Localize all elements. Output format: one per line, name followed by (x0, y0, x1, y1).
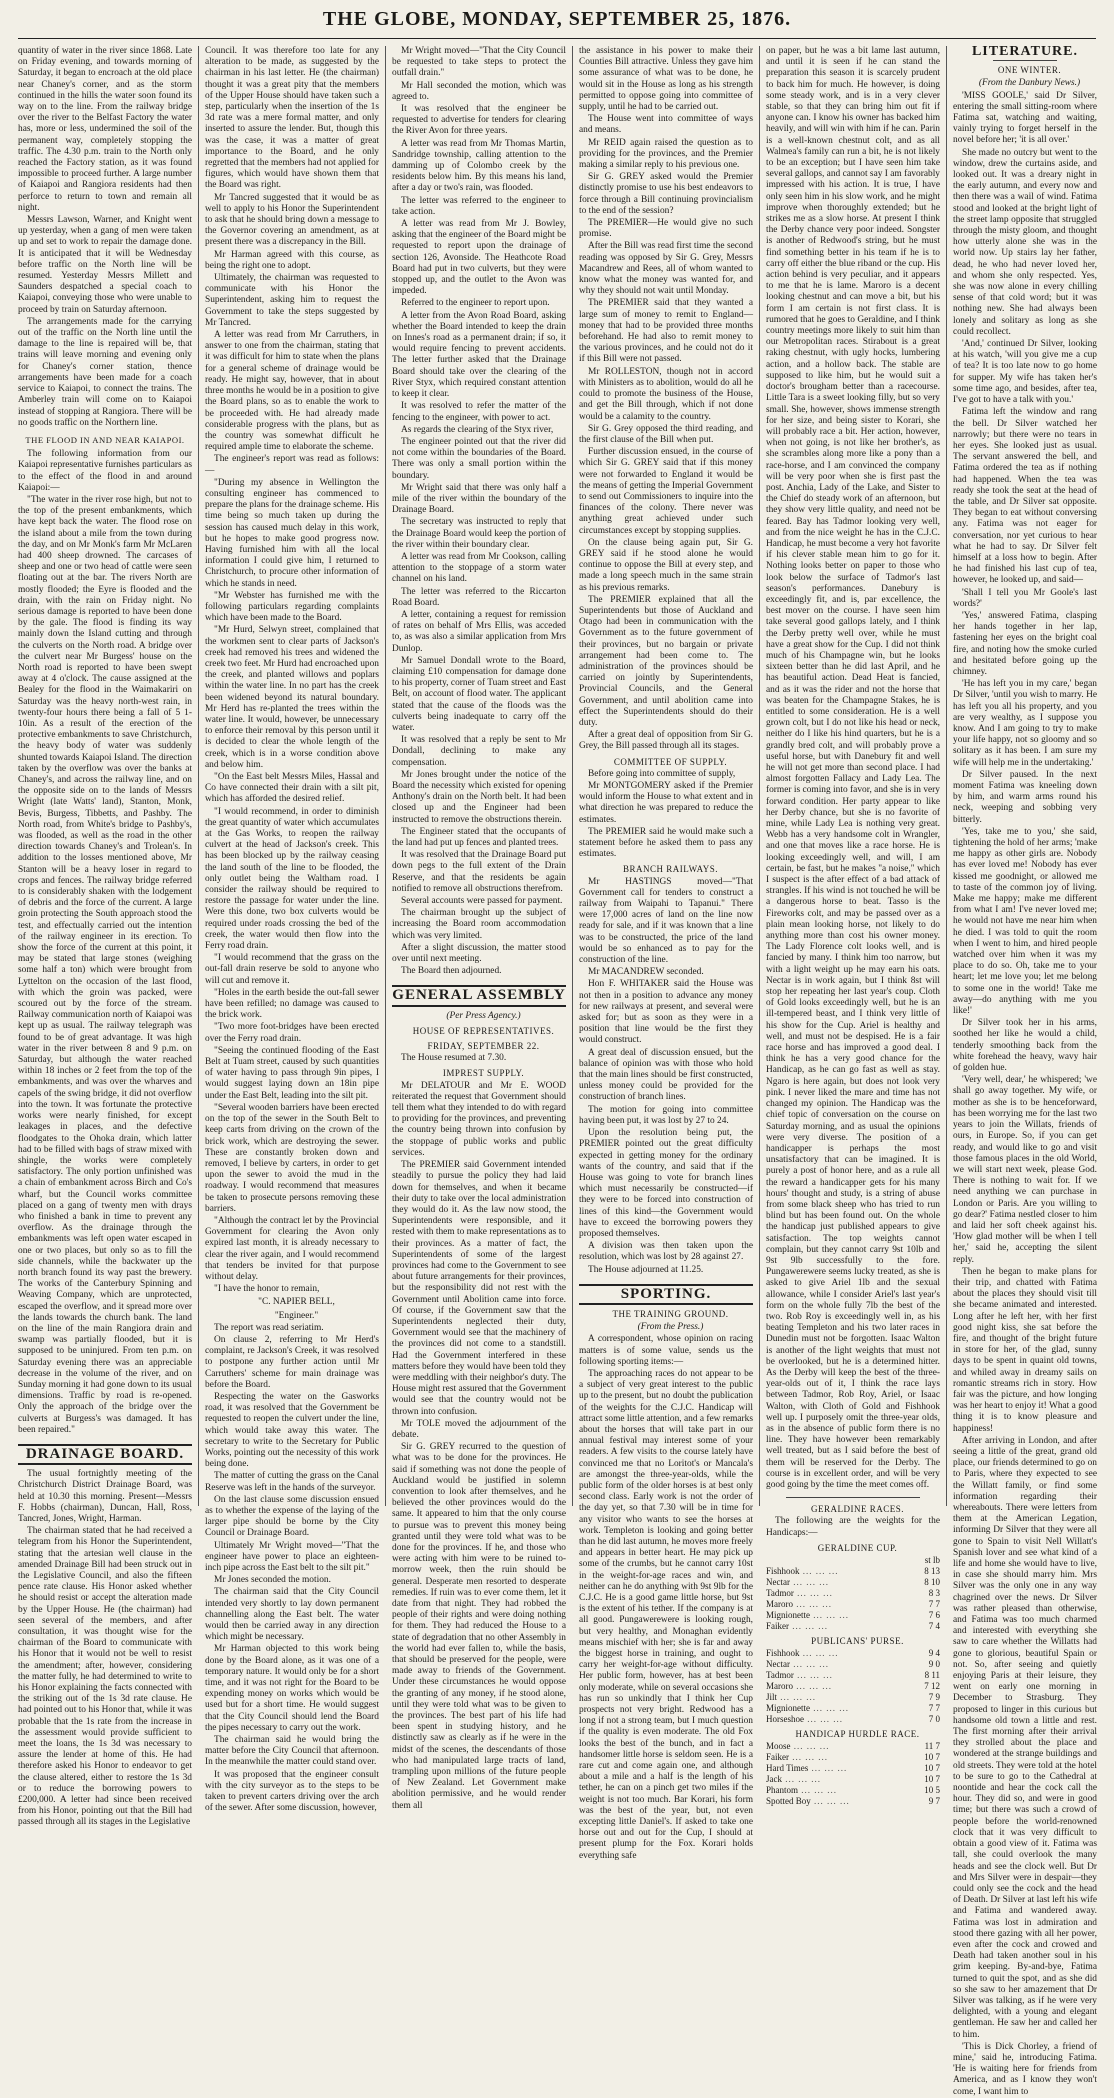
paragraph: The letter was referred to the Riccarton Road Board. (392, 586, 566, 608)
divider (993, 60, 1057, 61)
paragraph: Mr MACANDREW seconded. (588, 967, 704, 978)
horse-name: Mignionette ... ... ... (766, 1610, 849, 1621)
table-row (766, 1741, 940, 1752)
paragraph: After arriving in London, and after seeing a little of the great, grand old place, our friends determined to go on to Paris, where they expected to see the Willatt family, or find some information regarding their whereabouts. There were letters from them at the American Legation, informing Dr Silver that they were all gone to Spain to visit Nell Willatt's Spanish lover and see what kind of a life and home she would have to live, in case she should marry him. Mrs Silver was the only one in any way chagrined over the news. Dr Silver was rather pleased than otherwise, and Fatima was too much charmed and interested with everything she saw to care whether the Willatts had gone to glorious, beautiful Spain or not. So, after seeing and quietly enjoying Paris at their leisure, they went on early one morning in December to Strasburg. They proposed to linger in this curious but handsome old town a little and rest. The first morning after their arrival they strolled about the place and wondered at the strange buildings and old streets. They were told at the hotel to be sure to go to the Cathedral at noontide and hear the cock call the hour. They did so, and were in good time; but there was such a crowd of people before the world-renowned clock that it was very difficult to obtain a good view of it. Fatima was tall, she could overlook the many heads and see the clock well. But Dr and Mrs Silver were in despair—they could only see the cock and the head of Death. Dr Silver at last left his wife and Fatima and wandered away. Fatima was lost in admiration and stood there gazing with all her power, even after the cock and crowed and Death had taken another soul in his grim keeping. By-and-bye, Fatima turned to quit the spot, and as she did so she saw to her amazement that Dr Silver was talking, as if he were very delighted, with a young and elegant gentleman. He saw her and called her to him. (953, 1435, 1097, 2040)
paragraph: "On the East belt Messrs Miles, Hassal and Co have connected their drain with a silt pit, which has afforded the desired relief. (205, 772, 379, 805)
paragraph: The usual fortnightly meeting of the Christchurch District Drainage Board, was held at 10.30 this morning. Present—Messrs F. Hobbs (chairman), Duncan, Hall, Ross, Tancred, Jones, Wright, Harman. (18, 1469, 192, 1524)
paragraph: It was resolved that the Drainage Board put down pegs to the full extent of the Drain Reserve, and that the residents be again notified to remove all obstructions therefrom. (392, 850, 566, 894)
units-label: st lb (924, 1555, 940, 1566)
column-rule (946, 46, 947, 1506)
paragraph: The PREMIER said that they wanted a large sum of money to remit to England—money that had to be provided three months beforehand. He had also to remit money to the various provinces, and he could not do it if this Bill were not passed. (579, 298, 753, 365)
paragraph: A letter was read from Mr J. Bowley, asking that the engineer of the Board might be requested to report upon the drainage of section 126, Avonside. The Heathcote Road Board had put in two culverts, but they were stopped up, and the outlet to the Avon was impeded. (392, 219, 566, 297)
paragraph: "Mr Webster has furnished me with the following particulars regarding complaints which have been made to the Board. (205, 590, 379, 624)
paragraph: Sir G. Grey opposed the third reading, and the first clause of the Bill when put. (579, 423, 753, 445)
paragraph: A letter, containing a request for remission of rates on behalf of Mrs Ellis, was acceded to, as was also a similar application from Mrs Dunlop. (392, 609, 566, 654)
table-row (766, 1599, 940, 1610)
table-row (766, 1774, 940, 1785)
paragraph: A great deal of discussion ensued, but the balance of opinion was with those who hold that the main lines should be first constructed, unless money could be provided for the construction of branch lines. (579, 1047, 753, 1103)
column-rule (572, 46, 573, 1506)
horse-weight: 8 13 (924, 1566, 940, 1577)
paragraph: Further discussion ensued, in the course of which Sir G. GREY said that if this money were not forwarded to England it would be the means of getting the Imperial Government to send out Commissioners to inquire into the finances of the colony. There never was anything great achieved under such circumstances except by stopping supplies. (579, 447, 753, 536)
paragraph: "Holes in the earth beside the out-fall sewer have been refilled; no damage was caused to the brick work. (205, 987, 379, 1021)
paragraph: The House went into committee of ways and means. (579, 114, 753, 136)
horse-name: Jack ... ... ... (766, 1774, 821, 1785)
paragraph: "Although the contract let by the Provincial Government for clearing the Avon only expired last month, it is already necessary to clear the river again, and I would recommend that tenders be invited for that purpose without delay. (205, 1215, 379, 1282)
paragraph: The PREMIER said Government intended steadily to pursue the policy they had laid down for themselves, and when it became their duty to take over the local administration they would do it. As the law now stood, the Superintendents were responsible, and it rested with them to make representations as to their provinces. As a matter of fact, the Superintendents of some of the largest provinces had come to the Government to see about future arrangements for their provinces, but the responsibility did not rest with the Government until Abolition came into force. Of course, if the Government saw that the Superintendents neglected their duty, Government would see that the machinery of the provinces did not come to a standstill. Had the Government interfered in these matters before they would have been told they were meddling with their neighbor's duty. The House might rest assured that the Government would see that the country would not be thrown into confusion. (392, 1160, 566, 1417)
agency-credit: (Per Press Agency.) (446, 1010, 521, 1021)
horse-name: Jilt ... ... ... (766, 1692, 817, 1703)
paragraph: Sir G. GREY asked would the Premier distinctly promise to use his best endeavors to force through a Bill continuing provincialism to the end of the session? (579, 172, 753, 216)
story-source: (From the Danbury News.) (978, 78, 1081, 89)
cup-subheading: GERALDINE CUP. (817, 1542, 898, 1553)
paragraph: Mr HASTINGS moved—"That Government call for tenders to construct a railway from Waipahi to Tapanui." There were 17,000 acres of land on the line now ready for sale, and if it was known that a line was to be constructed, the price of the land would be so enhanced as to pay for the construction of the line. (579, 876, 753, 966)
paragraph: "I would recommend that the grass on the out-fall drain reserve be sold to anyone who will cut and remove it. (205, 953, 379, 986)
paragraph: Mr Tancred suggested that it would be as well to apply to his Honor the Superintendent to ask that he should bring down a message to the Governor covering an amendment, as at present there was a discrepancy in the Bill. (205, 192, 379, 248)
horse-weight: 9 7 (928, 1796, 940, 1807)
paragraph: The chairman said that the City Council intended very shortly to lay down permanent channelling along the East belt. The water would then be carried away in any direction which might be necessary. (205, 1587, 379, 1643)
signature-title: "Engineer." (274, 1310, 319, 1321)
paragraph: After a great deal of opposition from Sir G. Grey, the Bill passed through all its stages. (579, 730, 753, 752)
paragraph: "Several wooden barriers have been erected on the top of the sewer in the South Belt to keep carts from driving on the crown of the brick work, which are destroying the sewer. These are constantly broken down and removed, I believe by carters, in order to get upon the sewer to avoid the mud in the roadway. I would recommend that measures be taken to prosecute persons removing these barriers. (205, 1102, 379, 1214)
masthead: THE GLOBE, MONDAY, SEPTEMBER 25, 1876. (322, 8, 792, 30)
paragraph: On the clause being again put, Sir G. GREY said if he stood alone he would continue to oppose the Bill at every step, and made a long speech much in the same strain as his previous remarks. (579, 537, 753, 593)
house-subheading: HOUSE OF REPRESENTATIVES. (412, 1025, 555, 1036)
paragraph: Ultimately Mr Wright moved—"That the engineer have power to place an eighteen-inch pipe across the East belt to the silt pit." (205, 1540, 379, 1574)
table-row (766, 1621, 940, 1632)
table-row (766, 1752, 940, 1763)
paragraph: Mr ROLLESTON, though not in accord with Ministers as to abolition, would do all he could to promote the business of the House, and get the Bill through, which if not done would be a calamity to the country. (579, 366, 753, 422)
paragraph: "I have the honor to remain, (214, 1284, 320, 1295)
divider (786, 1497, 920, 1498)
paragraph: 'Shall I tell you Mr Goole's last words?' (953, 587, 1097, 609)
horse-weight: 7 9 (928, 1692, 940, 1703)
date-line: FRIDAY, SEPTEMBER 22. (427, 1041, 540, 1052)
paragraph: On the last clause some discussion ensued as to whether the expense of the laying of the larger pipe should be borne by the City Council or Drainage Board. (205, 1494, 379, 1539)
paragraph: on paper, but he was a bit lame last autumn, and until it is seen if he can stand the preparation this season it is scarcely prudent to back him for much. He however, is doing some steady work, and is in a very clever stable, so that they can bring him out fit if anyone can. I know his owner has backed him heavily, and will win with him if he can. Parin is a well-known chestnut colt, and as all Walmea's family can run a bit, he is not likely to be an exception; but I have seen him take several gallops, and cannot say I am favorably impressed with his action. It is true, I have only seen him in his slow work, and he might improve when thoroughly extended; but he strikes me as a slow horse. At present I think the Derby chance very poor indeed. Songster is another of Redwood's string, but he must find something better in his team if he is to carry off either the blue riband or the cup. His action behind is very peculiar, and it appears to me that he is lame. Maroro is a decent looking chestnut and can move a bit, but his form I am certain is not first class. It is rumored that he goes to Geraldine, and I think country meetings more likely to suit him than our Metropolitan races. Stirabout is a great raking chestnut, with ugly hocks, lumbering action, and a hollow back. The stable are supposed to like him, but he would suit a doctor's brougham better than a racecourse. Little Tara is a sweet looking filly, but so very small. She, however, shows immense strength for her size, and being sister to Korari, she will probably race a bit. Her action, however, when not going, is not like her brother's, as she scrambles along more like a pony than a race-horse, and I am convinced the company will be very poor when she is first past the post. Anchia, Lady of the Lake, and Sister to the Chief do steady work of an afternoon, but they show very little quality, and need not be feared. Bay has Tadmor looking very well, and from the nice weight he has in the C.J.C. Handicap, he must become a very hot favorite if his clever stable mean him to go for it. Nothing looks better on paper to those who look below the surface of Tadmor's last season's performances. Danebury is exceedingly fit, and is, par excellence, the best mover on the course. I have seen him take several good gallops lately, and I think the Derby pretty well over, while he must have a great show for the Cup. I did not think much of his Champagne win, but he looks sixteen better than he did last April, and he has beautiful action. Dead Heat is fancied, and as it was the rider and not the horse that was beaten for the Champagne Stakes, he is entitled to some consideration. He is a well grown colt, but I do not like his head or neck, neither do I like his hind quarters, but he is a grandly bred colt, and will probably prove a useful horse, but with Danebury fit and well he will not get more than second place. I had almost forgotten Fallacy and Lady Lea. The former is coming into favor, and she is in very forward condition. Her party appear to like her Derby chance, but she is no favorite of mine, while Lady Lea is nothing very great. Webb has a very handsome colt in Wrangler, and one that moves like a race horse. He is looking exceedingly well, and will, I am certain, be fast, but he makes "a noise," which I suspect is the after effect of a bad attack of strangles. If his wind is not touched he will be a dangerous horse to beat. Tasso is the Fireworks colt, and may be passed over as a plain mean looking horse, not likely to do anything more than cost his owner money. The Lady Florence colt looks well, and is fancied by many. I think him too narrow, but with a light weight up he may earn his oats. Nectar is in work again, but I think 8st will stop her repeating her last year's coup. Cloth of Gold looks exceedingly well, but he is an ill-tempered beast, and I think very little of his show for the Cup. Ariel is healthy and well, and must not be despised. He is a fair race horse and has improved a good deal. I think he has a very good chance for the Handicap, as he can go fast as well as stay. Ngaro is here again, but does not look very pink. I never liked the mare and time has not changed my opinion. The Handicap was the chief topic of conversation on the course on Saturday morning, and as usual the opinions were very diverse. The position of a handicapper is perhaps the most unsatisfactory that can be imagined. It is purely a post of honor here, and as a rule all the reward a handicapper gets for his many hours' thought and study, is a string of abuse from some black sheep who has tried to run blind but has been found out. On the whole the handicap just published appears to give satisfaction. The top weights cannot complain, but they cannot carry 9st 10lb and 9st 9lb successfully to the fore. Pungawerewere seems lucky treated, as she is asked to give Ariel 1lb and the sexual allowance, while I consider Ariel's last year's form on the whole fully 7lb the best of the two. Rob Roy is exceedingly well in, as his beating Templeton and his two later races in Dunedin must not be forgotten. Isaac Walton is another of the light weights that must not be overlooked, but he is a determined hitter. As the Derby will keep the best of the three-year-olds out of it, I think the race lays between Tadmor, Rob Roy, Ariel, or Isaac Walton, with Cloth of Gold and Fishhook well up. I purposely omit the three-year olds, as in the absence of public form there is no line. They have however been remarkably well treated, but as I said before the best of them will be reserved for the Derby. The course is in excellent order, and will be very good going by the time the meet comes off. (766, 46, 940, 1490)
section-subheading: BRANCH RAILWAYS. (622, 864, 718, 875)
paragraph: Mr Jones brought under the notice of the Board the necessity which existed for opening Anthony's drain on the North belt. It had been closed up and the Engineer had been instructed to remove the obstructions therein. (392, 769, 566, 825)
hurdle-subheading: HANDICAP HURDLE RACE. (795, 1729, 920, 1740)
purse-weights-body (766, 1648, 940, 1725)
column-2 (205, 46, 379, 1814)
horse-name: Tadmor ... ... ... (766, 1670, 833, 1681)
horse-name: Phantom ... ... ... (766, 1785, 838, 1796)
paragraph: The engineer pointed out that the river did not come within the boundaries of the Board. There was only a small portion within the boundary. (392, 436, 566, 481)
paragraph: A letter was read from Mr Carruthers, in answer to one from the chairman, stating that it was difficult for him to state when the plans for a general scheme of drainage would be ready. He might say, however, that in about three months he would be in a position to give the Board plans, so as to enable the work to be proceeded with. He had already made considerable progress with the plans, but as the country was somewhat difficult he required ample time to elaborate the scheme. (205, 330, 379, 453)
table-header-row (766, 1555, 940, 1566)
horse-name: Horseshoe ... ... ... (766, 1714, 843, 1725)
horse-weight: 10 5 (924, 1785, 940, 1796)
paragraph: quantity of water in the river since 1868. Late on Friday evening, and towards morning of Saturday, it began to encroach at the old place near Chaney's corner, and as the storm continued in the hills the water soon found its way on to the line. From the railway bridge over the river to the Belfast Factory the water has, more or less, undermined the soil of the permanent way, completely stopping the traffic. The 4.30 p.m. train to the North only reached the Factory station, as it was found impossible to proceed further. A large number of Kaiapoi and Rangiora residents had then perforce to return to town and remain all night. (18, 46, 192, 213)
purse-weights-table (766, 1648, 940, 1725)
paragraph: The PREMIER said he would make such a statement before he asked them to pass any estimates. (579, 826, 753, 860)
horse-name: Tadmor ... ... ... (766, 1588, 833, 1599)
paragraph: Sir G. GREY recurred to the question of what was to be done for the provinces. He said if something was not done the people of Auckland would be justified in solemn convention to look after themselves, and he believed the other provinces would do the same. It appeared to him that the only course to pursue was to prevent this money being granted until they were told what was to be done for the provinces. If he, and those who were acting with him were to be ruined to-morrow week, then the ruin should be general. Desperate men resorted to desperate remedies. If ruin was to ever come them, let it date from that night. They had robbed the people of their rights and were doing nothing for them. They had reduced the House to a state of degradation that no other Assembly in the world had ever fallen to, while the basis, that should be preserved for the people, were made away to friends of the Government. Under these circumstances he would oppose the granting of any money, if he stood alone, until they were told what was to be given to the provinces. The best part of his life had been spent in studying history, and he distinctly saw as clearly as if he were in the midst of the scenes, the descendants of those who had manipulated large tracts of land, trampling upon millions of the future people of New Zealand. Let Government make abolition permissive, and he would render them all (392, 1442, 566, 1811)
paragraph: Fatima left the window and rang the bell. Dr Silver watched her narrowly; but there were no tears in her eyes. She looked just as usual. The servant answered the bell, and Fatima ordered the tea as if nothing had happened. When the tea was ready she took the seat at the head of the table, and Dr Silver sat opposite. They began to eat without conversing any. Fatima was not eager for conversation, nor yet curious to hear what he had to say. Dr Silver felt himself at a loss how to begin. After he had finished his last cup of tea, however, he looked up, and said— (953, 407, 1097, 586)
paragraph: 'Yes,' answered Fatima, clasping her hands together in her lap, fastening her eyes on the bright coal fire, and noting how the smoke curled and hesitated before going up the chimney. (953, 610, 1097, 677)
horse-weight: 7 0 (928, 1714, 940, 1725)
paragraph: She made no outcry but went to the window, drew the curtains aside, and looked out. It was a dreary night in the early autumn, and every now and then there was a wail of wind. Fatima stood and looked at the bright light of the street lamp opposite that struggled through the misty gloom, and thought how utterly alone she was in the world now. Up stairs lay her father, dead, he who had never loved her, and whom she only respected. Yes, she was now alone in every chilling sense of that cold word; but it was nothing new. She had always been lonely and solitary as long as she could recollect. (953, 147, 1097, 337)
purse-subheading: PUBLICANS' PURSE. (811, 1636, 904, 1647)
section-subheading: IMPREST SUPPLY. (442, 1068, 525, 1079)
horse-name: Spotted Boy ... ... ... (766, 1796, 850, 1807)
section-subheading: THE FLOOD IN AND NEAR KAIAPOI. (25, 434, 185, 445)
paragraph: Mr Harman agreed with this course, as being the right one to adopt. (205, 249, 379, 271)
horse-name: Maroro ... ... ... (766, 1599, 832, 1610)
horse-weight: 10 7 (924, 1752, 940, 1763)
cup-weights-table (766, 1555, 940, 1632)
table-row (766, 1566, 940, 1577)
paragraph: Mr Hall seconded the motion, which was agreed to. (392, 80, 566, 102)
horse-weight: 8 11 (924, 1670, 940, 1681)
masthead-rule (18, 38, 1096, 39)
horse-weight: 8 10 (924, 1577, 940, 1588)
paragraph: Mr TOLE moved the adjournment of the debate. (392, 1418, 566, 1440)
horse-name: Moose ... ... ... (766, 1741, 830, 1752)
horse-weight: 7 6 (928, 1610, 940, 1621)
paragraph: Respecting the water on the Gasworks road, it was resolved that the Government be requested to reopen the culvert under the line, which would take away this water. The secretary to write to the Secretary for Public Works, pointing out the necessity of this work being done. (205, 1391, 379, 1470)
paragraph: On clause 2, referring to Mr Herd's complaint, re Jackson's Creek, it was resolved to postpone any further action until Mr Carruthers' scheme for main drainage was before the Board. (205, 1334, 379, 1390)
column-rule (198, 46, 199, 1506)
paragraph: Mr MONTGOMERY asked if the Premier would inform the House to what extent and in what direction he was prepared to reduce the estimates. (579, 781, 753, 825)
table-row (766, 1648, 940, 1659)
paragraph: 'This is Dick Chorley, a friend of mine,' said he, introducing Fatima. 'He is waiting here for friends from America, and as I know they won't come, I want him to (953, 2041, 1097, 2097)
paragraph: The arrangements made for the carrying out of the traffic on the North line until the damage to the line is repaired will be, that trains will leave morning and evening only for Chaney's corner station, thence arrangements have been made for a coach service to Kaiapoi, to connect the trains. The Amberley train will come on to Kaiapoi instead of stopping at Rangiora. There will be no goods traffic on the Northern line. (18, 316, 192, 428)
paragraph: The House adjourned at 11.25. (588, 1264, 704, 1275)
horse-name: Nectar ... ... ... (766, 1659, 829, 1670)
paragraph: Referred to the engineer to report upon. (401, 298, 550, 309)
horse-name: Faiker ... ... ... (766, 1752, 828, 1763)
paragraph: 'MISS GOOLE,' said Dr Silver, entering the small sitting-room where Fatima sat, watching and waiting, vainly trying to forget herself in the novel before her; 'it is all over.' (953, 90, 1097, 146)
paragraph: A letter was read from Mr Thomas Martin, Sandridge township, calling attention to the damming up of Colombo creek by the residents below him. By this means his land, after a day or two's rain, was flooded. (392, 138, 566, 194)
paragraph: Mr Wright said that there was only half a mile of the river within the boundary of the Drainage Board. (392, 482, 566, 516)
paragraph: The engineer's report was read as follows:— (205, 454, 379, 476)
horse-name: Mignionette ... ... ... (766, 1703, 849, 1714)
column-3 (392, 46, 566, 1811)
paragraph: The motion for going into committee having been put, it was lost by 27 to 24. (579, 1104, 753, 1126)
table-row (766, 1785, 940, 1796)
paragraph: Mr Samuel Dondall wrote to the Board, claiming £10 compensation for damage done to his property, corner of Tuam street and East Belt, on account of flood water. The applicant stated that the cause of the floods was the culverts being inadequate to carry off the water. (392, 655, 566, 733)
paragraph: The PREMIER—He would give no such promise. (579, 218, 753, 240)
paragraph: Mr Wright moved—"That the City Council be requested to take steps to protect the outfall drain." (392, 46, 566, 79)
paragraph: the assistance in his power to make their Counties Bill attractive. Unless they gave him some assurance of what was to be done, he would sit in the House as long as his strength permitted to oppose going into committee of supply, until he had to be carried out. (579, 46, 753, 113)
horse-name: Nectar ... ... ... (766, 1577, 829, 1588)
paragraph: The secretary was instructed to reply that the Drainage Board would keep the portion of the river within their boundary clear. (392, 517, 566, 550)
paragraph: "The water in the river rose high, but not to the top of the present embankments, which have kept back the water. The flood rose on the island about a mile from the town during the day, and on Mr Monk's farm Mr McLaren had 400 sheep drowned. The carcases of sheep and one or two head of cattle were seen floating out at the bar. The rivers North are mostly flooded; the Eyre is flooded and the drain, with the rain on Friday night. No serious damage is reported to have been done by the gale. The flood is finding its way mainly down the Island cutting and through the culverts on the North road. A bridge over the culvert near Mr Burgess' house on the North road is reported to have been swept away at 4 o'clock. The cause assigned at the Bealey for the flood in the Waimakariri on Saturday was the heavy north-west rain, in twenty-four hours there being a fall of 5 1-10in. As a result of the erection of the protective embankments to save Christchurch, the heavy body of water was suddenly shunted towards Kaiapoi Island. The direction taken by the overflow was over the banks at Chaney's, and across the railway line, and on the opposite side on to the lands of Messrs Wright (late Watts' land), Stanton, Monk, Bevis, Burgess, Tibbetts, and Pashby. The North road, from White's bridge to Pashby's, was flooded, as well as the road in the other direction towards Chaney's and Trolean's. In addition to the losses mentioned above, Mr Stanton will be a heavy loser in regard to crops and fences. The railway bridge referred to is considerably shaken with the lodgement of debris and the force of the current. A large groin protecting the South approach stood the test, and effectually carried out the intention of the railway engineer in its erection. To show the force of the current at this point, it may be stated that large stones (weighing some half a ton) which were brought from Lyttelton on the occasion of the last flood, with which the groin was packed, were scoured out by the force of the stream. Railway communication north of Kaiapoi was kept up as usual. The railway telegraph was found to be of great advantage. It was high water in the river between 8 and 9 p.m. on Saturday, but although the water reached within 18 inches or 2 feet from the top of the embankments, and was over the wharves and capels of the swing bridge, it did not overflow into the town. It was fortunate the protective works were nearly finished, for except leakages in places, and the defective floodgates to the Ohoka drain, which latter had to be filled with bags of straw mixed with shingle, the works were completely satisfactory. The only portion unfinished was a chain of embankment across Birch and Co's wharf, but the Council works committee placed on a gang of twenty men with drays who finished a bank in time to prevent any overflow. As the drainage through the embankments was left open water escaped in one or two places, but only so as to fill the side channels, while the backwater up the north branch found its way past the brewery. The works of the Canterbury Spinning and Weaving Company, which are unprotected, escaped the overflow, and it spread more over the lands towards the church bank. The land on the line of the main Rangiora drain and swamp was partially flooded, but it is supposed to be uninjured. From ten p.m. on Saturday evening there was an appreciable decrease in the volume of the river, and on Sunday morning it had gone down to its usual dimensions. Traffic by road is re-opened. Only the approach of the bridge over the culverts at Burgess's was damaged. It has been repaired." (18, 494, 192, 1435)
cup-weights-body (766, 1566, 940, 1632)
section-subheading: COMMITTEE OF SUPPLY. (613, 756, 728, 767)
horse-name: Fishhook ... ... ... (766, 1648, 839, 1659)
literature-heading: LITERATURE. (971, 44, 1079, 59)
paragraph: "Mr Hurd, Selwyn street, complained that the workmen sent to clear parts of Jackson's creek had removed his trees and widened the creek two feet. Mr Hurd had encroached upon the creek, and planted willows and poplars within the water line. In no part has the creek been widened beyond its natural boundary. Mr Herd has re-planted the trees within the water line. It would, however, be unnecessary to enforce their removal by this person until it is decided to clear the whole length of the creek, which is in a worse condition above and below him. (205, 625, 379, 770)
column-6 (953, 44, 1097, 2097)
column-rule (759, 46, 760, 1506)
table-row (766, 1610, 940, 1621)
horse-weight: 7 12 (924, 1681, 940, 1692)
horse-name: Fishhook ... ... ... (766, 1566, 839, 1577)
paragraph: 'He has left you in my care,' began Dr Silver, 'until you wish to marry. He has left you all his property, and you are very wealthy, as I suppose you know. And I am going to try to make your life happy, not so gloomy and so solitary as it has been. I am sure my wife will help me in the undertaking.' (953, 679, 1097, 768)
paragraph: After a slight discussion, the matter stood over until next meeting. (392, 942, 566, 965)
table-row (766, 1577, 940, 1588)
paragraph: A letter from the Avon Road Board, asking whether the Board intended to keep the drain on Innes's road as a permanent drain; if so, it would require fencing to prevent accidents. The letter further asked that the Drainage Board should take over the clearing of the River Styx, which required constant attention to keep it clear. (392, 310, 566, 400)
paragraph: The House resumed at 7.30. (401, 1053, 507, 1064)
paragraph: Several accounts were passed for payment. (401, 896, 563, 907)
training-ground-heading: THE TRAINING GROUND. (612, 1308, 729, 1319)
paragraph: Messrs Lawson, Warner, and Knight went up yesterday, when a gang of men were taken up and set to work to repair the damage done. It is anticipated that it will be Wednesday before traffic on the North line will be resumed. Yesterday Messrs Millett and Saunders despatched a special coach to Kaiapoi, conveying those who were unable to proceed by train on Saturday afternoon. (18, 215, 192, 315)
horse-weight: 7 7 (928, 1703, 940, 1714)
paragraph: "I would recommend, in order to diminish the great quantity of water which accumulates at the Gas Works, to reopen the railway culvert at the head of Jackson's creek. This has been blocked up by the railway ceasing the land south of the line to be flooded, the only outlet being the Waltham road. I consider the railway should be required to restore the passage for water under the line. Were this done, two box culverts would be required under roads crossing the bed of the creek, the water would then flow into the Ferry road drain. (205, 806, 379, 952)
paragraph: Dr Silver took her in his arms, soothed her like he would a child, tenderly smoothing back from the white forehead the heavy, wavy hair of golden hue. (953, 1018, 1097, 1074)
paragraph: Before going into committee of supply, (588, 768, 736, 779)
paragraph: It was resolved that the engineer be requested to advertise for tenders for clearing the River Avon for three years. (392, 104, 566, 137)
horse-name: Faiker ... ... ... (766, 1621, 828, 1632)
paragraph: A correspondent, whose opinion on racing matters is of some value, sends us the following sporting items:— (579, 1334, 753, 1367)
paragraph: The Engineer stated that the occupants of the land had put up fences and planted trees. (392, 826, 566, 849)
paragraph: The following information from our Kaiapoi representative furnishes particulars as to the effect of the flood in and around Kaiapoi:— (18, 449, 192, 493)
table-row (766, 1763, 940, 1774)
hurdle-weights-table (766, 1741, 940, 1807)
paragraph: The PREMIER explained that all the Superintendents but those of Auckland and Otago had been in communication with the Government as to the future government of their provinces, but no bargain or private arrangement had been come to. The administration of the provinces should be carried on jointly by Superintendents, Provincial Councils, and the General Government, and until abolition came into effect the Superintendents should do their duty. (579, 594, 753, 728)
geraldine-races-heading: GERALDINE RACES. (811, 1504, 904, 1515)
column-4 (579, 46, 753, 1861)
paragraph: The chairman brought up the subject of increasing the Board room accommodation which was very limited. (392, 908, 566, 941)
hurdle-weights-body (766, 1741, 940, 1807)
horse-name: Hard Times ... ... ... (766, 1763, 848, 1774)
horse-weight: 10 7 (924, 1774, 940, 1785)
table-row (766, 1714, 940, 1725)
table-row (766, 1588, 940, 1599)
table-row (766, 1796, 940, 1807)
paragraph: Then he began to make plans for their trip, and chatted with Fatima about the places they should visit till she became animated and interested. Long after he left her, with her first good night kiss, she sat before the fire, and thought of the bright future in store for her, of the glad, sunny days to be spent in quaint old towns, and whiled away in dreamy sails on romantic streams rich in story. How fair was the picture, and how longing was her heart to enjoy it! What a good thing it is to know pleasure and happiness! (953, 1266, 1097, 1434)
paragraph: 'Very well, dear,' he whispered; 'we shall go away together. My wife, or mother as she is to be henceforward, has been worrying me for the last two years to join the Willats, friends of ours, in Europe. So, if you can get ready, and would like to go and visit those famous places in the old World, we will start next week, please God. There is nothing to wait for. If we need anything we can purchase in London or Paris. Are you willing to go dear?' Fatima nestled closer to him and laid her soft cheek against his. 'How glad mother will be when I tell her,' said he, accepting the silent reply. (953, 1075, 1097, 1265)
paragraph: A division was then taken upon the resolution, which was lost by 28 against 27. (579, 1241, 753, 1263)
drainage-board-heading: DRAINAGE BOARD. (18, 1444, 192, 1465)
paragraph: It was resolved to refer the matter of the fencing to the engineer, with power to act. (392, 401, 566, 423)
table-row (766, 1681, 940, 1692)
paragraph: As regards the clearing of the Styx river, (401, 424, 554, 435)
paragraph: The approaching races do not appear to be a subject of very great interest to the public up to the present, but no doubt the publication of the weights for the C.J.C. Handicap will attract some little attention, and a few remarks about the horses that will take part in our annual festival may interest some of your readers. A few visits to the course lately have convinced me that no Loritot's or Mancala's are amongst the three-year-olds, while the public form of the older horses is at best only second class. Early work is not the order of the day yet, so that 7.30 will be in time for any visitor who wants to see the horses at work. Templeton is looking and going better than he did last autumn, he moves more freely and appears in better heart. He may pick up some of the crumbs, but he cannot carry 10st in the weight-for-age races and win, and neither can he do anything with 9st 9lb for the C.J.C. He is a good game little horse, but 9st is the extent of his tether. If the company is at all good. Pungawerewere is looking rough, but very healthy, and Monaghan evidently means mischief with her; she is far and away the biggest horse in training, and ought to carry her weight-for-age without difficulty. Her public form, however, has at best been only moderate, while on several occasions she has run so unkindly that I think her Cup prospects not very bright. Redwood has a long if not a strong team, but I much question if the quality is even moderate. The old Fox looks the best of the bunch, and in fact a handsomer little horse is seldom seen. He is a rare cut and come again one, and although about a mile and a half is the length of his tether, he can on a pinch get two miles if the weight is not too much. Bar Korari, his form was the best of the year, but, not even excepting little Daniel's. If asked to take one horse out and out for the Cup, I should at present plump for the Fox. Korari holds everything safe (579, 1368, 753, 1861)
paragraph: Upon the resolution being put, the PREMIER pointed out the great difficulty expected in getting money for the ordinary wants of the country, and said that if the House was going to vote for branch lines which must necessarily be constructed—if they were to be forced into construction of lines of this kind—the Government would have to exceed the borrowing powers they proposed themselves. (579, 1128, 753, 1239)
table-row (766, 1692, 940, 1703)
horse-weight: 8 3 (928, 1588, 940, 1599)
paragraph: Council. It was therefore too late for any alteration to be made, as suggested by the chairman in his last letter. He (the chairman) thought it was a great pity that the members of the Upper House should have taken such a step, particularly when the insertion of the 1s 3d rate was a mere formal matter, and only inserted to assure the lender. But, though this was the case, it was a matter of great importance to the Board, and he only regretted that the members had not applied for figures, which would have shown them that the Board was right. (205, 46, 379, 191)
paragraph: "During my absence in Wellington the consulting engineer has commenced to prepare the plans for the drainage scheme. His time being so much taken up during the session has caused much delay in this work, but he hopes to make good progress now. Having furnished him with all the local information I could give him, I returned to Christchurch, to procure other information of which he stands in need. (205, 477, 379, 589)
table-row (766, 1703, 940, 1714)
paragraph: The report was read seriatim. (214, 1322, 324, 1333)
paragraph: The letter was referred to the engineer to take action. (392, 195, 566, 217)
story-title: ONE WINTER. (997, 65, 1062, 76)
paragraph: It was proposed that the engineer consult with the city surveyor as to the steps to be taken to prevent carters driving over the arch of the sewer. After some discussion, however, (205, 1769, 379, 1814)
horse-weight: 7 4 (928, 1621, 940, 1632)
horse-weight: 9 4 (928, 1648, 940, 1659)
paragraph: "Two more foot-bridges have been erected over the Ferry road drain. (205, 1022, 379, 1044)
paragraph: Mr Jones seconded the motion. (214, 1575, 331, 1586)
paragraph: "Seeing the continued flooding of the East Belt at Tuam street, caused by such quantities of water having to pass through 9in pipes, I would suggest laying down an 18in pipe under the East Belt, leading into the silt pit. (205, 1045, 379, 1101)
source-credit: (From the Press.) (637, 1322, 704, 1333)
column-1 (18, 46, 192, 1828)
horse-name: Maroro ... ... ... (766, 1681, 832, 1692)
paragraph: The matter of cutting the grass on the Canal Reserve was left in the hands of the surveyor. (205, 1471, 379, 1493)
paragraph: Mr Harman objected to this work being done by the Board alone, as it was one of a temporary nature. It would only be for a short time, and it was not right for the Board to be expending money on works which would be used but for a short time. He would suggest that the City Council should lend the Board the pipes necessary to carry out the work. (205, 1644, 379, 1733)
general-assembly-heading: GENERAL ASSEMBLY (392, 985, 566, 1006)
column-rule (385, 46, 386, 1506)
paragraph: The Board then adjourned. (401, 966, 502, 977)
table-row (766, 1670, 940, 1681)
paragraph: Mr REID again raised the question as to providing for the provinces, and the Premier making a similar reply to his previous one. (579, 137, 753, 171)
paragraph: It was resolved that a reply be sent to Mr Dondall, declining to make any compensation. (392, 735, 566, 768)
paragraph: Dr Silver paused. In the next moment Fatima was kneeling down by him, and warm arms round his neck, weeping and sobbing very bitterly. (953, 769, 1097, 825)
paragraph: A letter was read from Mr Cookson, calling attention to the stoppage of a storm water channel on his land. (392, 551, 566, 585)
table-row (766, 1659, 940, 1670)
column-5 (766, 46, 940, 1807)
horse-weight: 7 7 (928, 1599, 940, 1610)
signature-name: "C. NAPIER BELL, (258, 1297, 335, 1308)
paragraph: The chairman said he would bring the matter before the City Council that afternoon. In the meanwhile the matter could stand over. (205, 1735, 379, 1768)
sporting-heading: SPORTING. (579, 1284, 753, 1305)
paragraph: 'And,' continued Dr Silver, looking at his watch, 'will you give me a cup of tea? It is too late now to go home for supper. My wife has taken her's some time ago, and besides, after tea, I've got to have a talk with you.' (953, 339, 1097, 406)
paragraph: The chairman stated that he had received a telegram from his Honor the Superintendent, stating that the artesian well clause in the amended Drainage Bill had been struck out in the Legislative Council, and also the fifteen pence rate clause. His Honor asked whether he should resist or accept the alteration made by the Upper House. He (the chairman) had seen several of the members, and after consultation, it was thought wise for the chairman of the Board to communicate with his Honor that it would not be well to resist the amendment; after, however, considering the matter fully, he had determined to write to his Honor explaining the facts connected with the striking out of the 1s 3d rate clause. He had pointed out to his Honor that, while it was probable that the 1s rate from the increase in the assessment would provide sufficient to meet the loans, the 1s 3d was necessary to assure the lender at home of this. He had therefore asked his Honor to endeavor to get the clause altered, either to restore the 1s 3d or to reduce the borrowing powers to £200,000. A letter had since been received from his Honor, pointing out that the Bill had passed through all its stages in the Legislative (18, 1526, 192, 1828)
paragraph: After the Bill was read first time the second reading was opposed by Sir G. Grey, Messrs Macandrew and Rees, all of whom wanted to know what the money was wanted for, and why they should not wait until Monday. (579, 241, 753, 297)
horse-weight: 10 7 (924, 1763, 940, 1774)
paragraph: Hon F. WHITAKER said the House was not then in a position to advance any money for new railways at present, and several were asked for; but as soon as they were in a position that line would be the first they would construct. (579, 979, 753, 1046)
horse-weight: 11 7 (924, 1741, 940, 1752)
paragraph: Ultimately, the chairman was requested to communicate with his Honor the Superintendent, asking him to request the Government to take the steps suggested by Mr Tancred. (205, 273, 379, 328)
paragraph: The following are the weights for the Handicaps:— (766, 1516, 940, 1538)
paragraph: 'Yes, take me to you,' she said, tightening the hold of her arms; 'make me happy as other girls are. Nobody has ever loved me! Nobody has ever kissed me goodnight, or allowed me to taste of the common joy of living. Make me happy; make me different from what I am! I've never loved me; he would not have me near him when he died. I was told to quit the room when I went to him, and hired people watched over him when it was my place to do so. Oh, take me to your heart; let me love you; let me belong to some one in the world! Take me away—do anything with me you like!' (953, 826, 1097, 1017)
paragraph: Mr DELATOUR and Mr E. WOOD reiterated the request that Government should tell them what they intended to do with regard to providing for the provinces, and preventing the country being thrown into confusion by the stoppage of public works and public services. (392, 1080, 566, 1158)
horse-weight: 9 0 (928, 1659, 940, 1670)
